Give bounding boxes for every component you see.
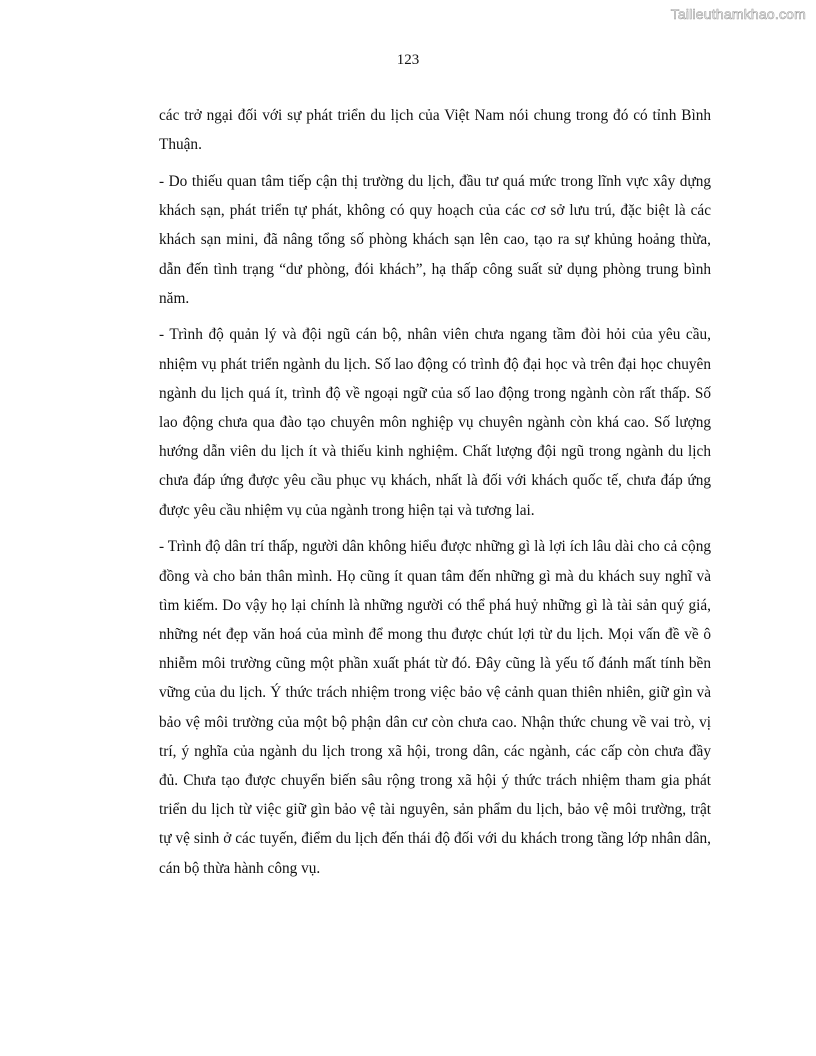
page-number: 123 — [396, 52, 420, 68]
paragraph-staff-qualification: - Trình độ quản lý và đội ngũ cán bộ, nhân viên chưa ngang tầm đòi hỏi của yêu cầu, nhiệm vụ phát triển ngành du lịch. Số lao động có trình độ đại học và trên đại học chuyên ngành du lịch quá ít, trình độ về ngoại ngữ của số lao động trong ngành còn rất thấp. Số lao động chưa qua đào tạo chuyên môn nghiệp vụ chuyên ngành còn khá cao. Số lượng hướng dẫn viên du lịch ít và thiếu kinh nghiệm. Chất lượng đội ngũ trong ngành du lịch chưa đáp ứng được yêu cầu phục vụ khách, nhất là đối với khách quốc tế, chưa đáp ứng được yêu cầu nhiệm vụ của ngành trong hiện tại và tương lai. — [159, 326, 711, 519]
paragraph-continuation: các trở ngại đối với sự phát triển du lịch của Việt Nam nói chung trong đó có tỉnh Bình Thuận. — [159, 107, 711, 154]
paragraph-public-awareness: - Trình độ dân trí thấp, người dân không hiểu được những gì là lợi ích lâu dài cho cả cộng đồng và cho bản thân mình. Họ cũng ít quan tâm đến những gì mà du khách suy nghĩ và tìm kiếm. Do vậy họ lại chính là những người có thể phá huỷ những gì là tài sản quý giá, những nét đẹp văn hoá của mình để mong thu được chút lợi từ du lịch. Mọi vấn đề về ô nhiễm môi trường cũng một phần xuất phát từ đó. Đây cũng là yếu tố đánh mất tính bền vững của du lịch. Ý thức trách nhiệm trong việc bảo vệ cảnh quan thiên nhiên, giữ gìn và bảo vệ môi trường của một bộ phận dân cư còn chưa cao. Nhận thức chung về vai trò, vị trí, ý nghĩa của ngành du lịch trong xã hội, trong dân, các ngành, các cấp còn chưa đầy đủ. Chưa tạo được chuyển biến sâu rộng trong xã hội ý thức trách nhiệm tham gia phát triển du lịch từ việc giữ gìn bảo vệ tài nguyên, sản phẩm du lịch, bảo vệ môi trường, trật tự vệ sinh ở các tuyến, điểm du lịch đến thái độ đối với du khách trong tầng lớp nhân dân, cán bộ thừa hành công vụ. — [159, 538, 711, 877]
watermark: Tailieuthamkhao.com — [670, 6, 806, 22]
paragraph-hotel-oversupply: - Do thiếu quan tâm tiếp cận thị trường du lịch, đầu tư quá mức trong lĩnh vực xây dựng khách sạn, phát triển tự phát, không có quy hoạch của các cơ sở lưu trú, đặc biệt là các khách sạn mini, đã nâng tổng số phòng khách sạn lên cao, tạo ra sự khủng hoảng thừa, dẫn đến tình trạng “dư phòng, đói khách”, hạ thấp công suất sử dụng phòng trung bình năm. — [159, 172, 711, 307]
document-body — [159, 101, 711, 890]
